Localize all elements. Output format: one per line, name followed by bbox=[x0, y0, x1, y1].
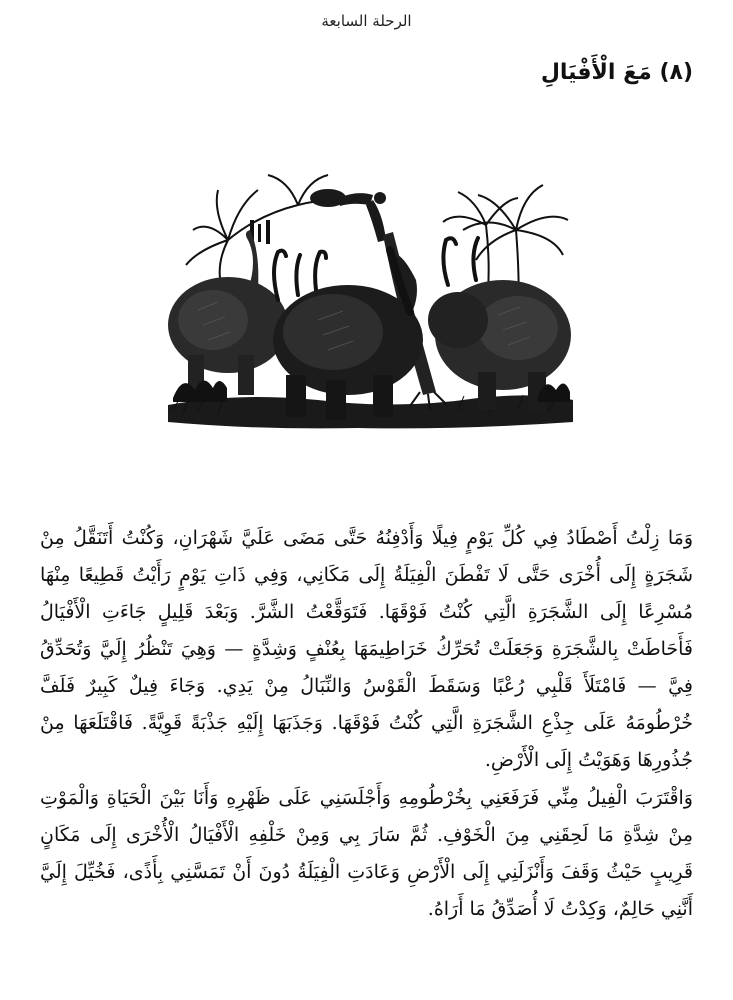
paragraph-2: وَاقْتَرَبَ الْفِيلُ مِنِّي فَرَفَعَنِي بِخُرْطُومِهِ وَأَجْلَسَنِي عَلَى ظَهْرِهِ وَأَنَا بَيْنَ الْحَيَاةِ وَالْمَوْتِ مِنْ شِدَّةِ مَا لَحِقَنِي مِنَ الْخَوْفِ. ثُمَّ سَارَ بِي وَمِنْ خَلْفِهِ الْأَفْيَالُ الْأُخْرَى إِلَى مَكَانٍ قَرِيبٍ حَيْثُ وَقَفَ وَأَنْزَلَنِي إِلَى الْأَرْضِ وَعَادَتِ الْفِيَلَةُ دُونَ أَنْ تَمَسَّنِي بِأَذًى، فَخُيِّلَ إِلَيَّ أَنَّنِي حَالِمٌ، وَكِدْتُ لَا أُصَدِّقُ مَا أَرَاهُ. bbox=[40, 787, 693, 920]
running-header: الرحلة السابعة bbox=[321, 12, 412, 30]
chapter-title: (٨) مَعَ الْأَفْيَالِ bbox=[540, 60, 693, 85]
paragraph-1: وَمَا زِلْتُ أَصْطَادُ فِي كُلِّ يَوْمٍ فِيلًا وَأَدْفِنُهُ حَتَّى مَضَى عَلَيَّ شَهْرَانِ، وَكُنْتُ أَتَنَقَّلُ مِنْ شَجَرَةٍ إِلَى أُخْرَى حَتَّى لَا تَفْطَنَ الْفِيَلَةُ إِلَى مَكَانِي، وَفِي ذَاتِ يَوْمٍ رَأَيْتُ قَطِيعًا مِنْهَا مُسْرِعًا إِلَى الشَّجَرَةِ الَّتِي كُنْتُ فَوْقَهَا. فَتَوَقَّعْتُ الشَّرَّ. وَبَعْدَ قَلِيلٍ جَاءَتِ الْأَفْيَالُ فَأَحَاطَتْ بِالشَّجَرَةِ وَجَعَلَتْ تُحَرِّكُ خَرَاطِيمَهَا بِعُنْفٍ وَشِدَّةٍ — وَهِيَ تَنْظُرُ إِلَيَّ وَتُحَدِّقُ فِيَّ — فَامْتَلَأَ قَلْبِي رُعْبًا وَسَقَطَ الْقَوْسُ وَالنِّبَالُ مِنْ يَدِي. وَجَاءَ فِيلٌ كَبِيرٌ فَلَفَّ خُرْطُومَهُ عَلَى جِذْعِ الشَّجَرَةِ الَّتِي كُنْتُ فَوْقَهَا. وَجَذَبَهَا إِلَيْهِ جَذْبَةً قَوِيَّةً. فَاقْتَلَعَهَا مِنْ جُذُورِهَا وَهَوَيْتُ إِلَى الْأَرْضِ. bbox=[40, 527, 693, 771]
elephants-uprooting-tree-illustration bbox=[158, 160, 578, 435]
